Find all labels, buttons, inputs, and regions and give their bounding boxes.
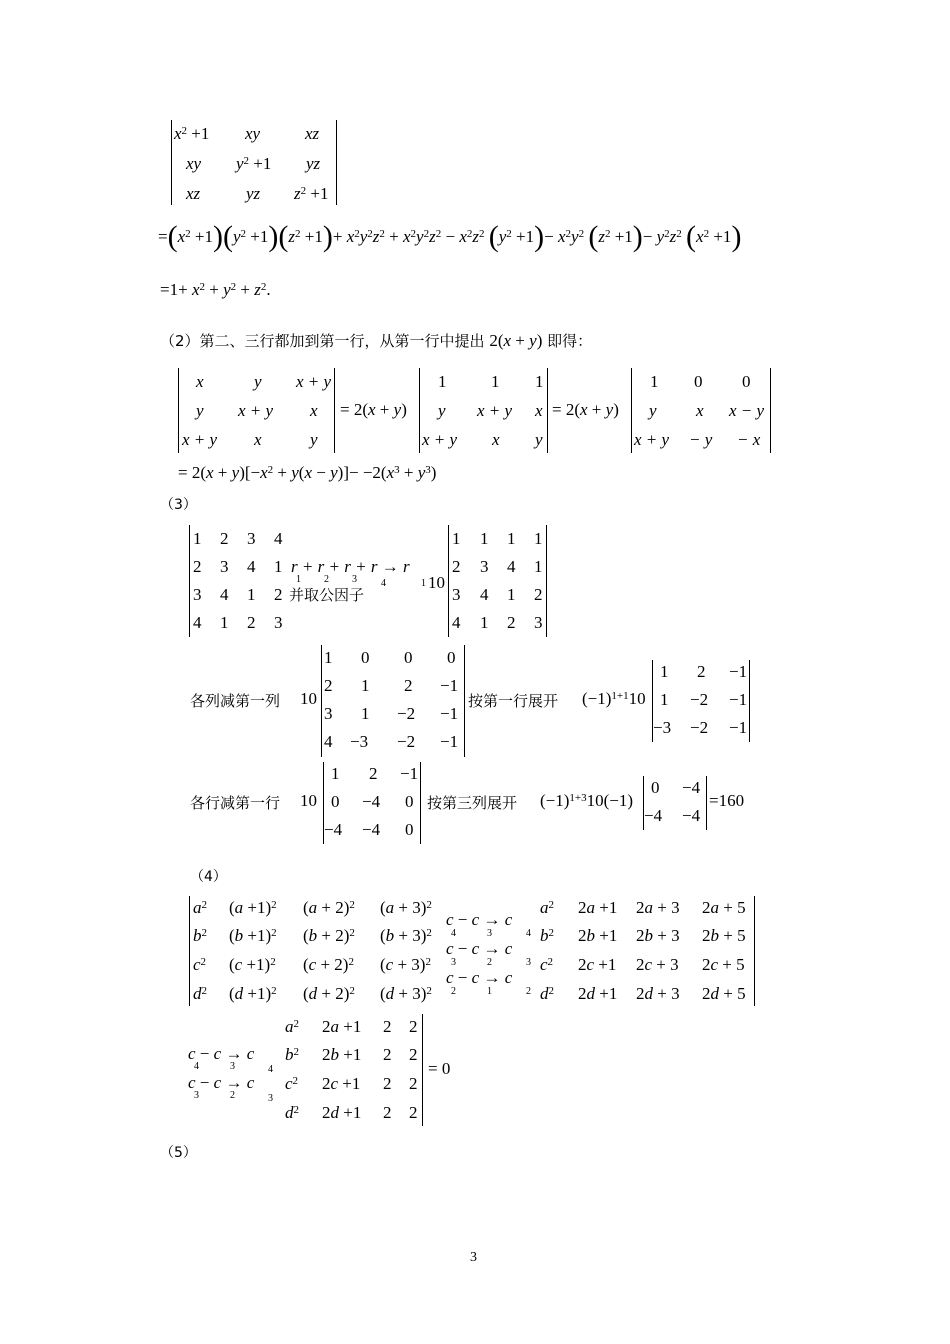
det-cell: 1 [491,372,500,391]
part3-factor-b: 10 [300,689,317,708]
det-cell: 1 [438,372,447,391]
det-cell: 3 [220,557,229,576]
det-cell: 4 [247,557,256,576]
det-cell: y [196,401,204,420]
step2-label: 各列减第一列 [190,692,281,710]
det-cell: $y^2 +1$ [236,154,272,173]
det-cell: 4 [193,613,202,632]
det-cell: 2 [247,613,256,632]
det-cell: yz [306,154,321,173]
step4-label: 各行减第一行 [190,794,281,812]
part3-factor-e: $(-1)^{1+3}10(-1)$ [540,791,634,810]
det-cell: 4 [220,585,229,604]
det-cell: − x [737,430,761,449]
det-cell: x + y [477,401,513,420]
det-cell: $z^2 +1$ [294,184,329,203]
part1-result: $=1+ x^2 + y^2 + z^2$. [160,280,271,299]
det-cell: − y [689,430,713,449]
det-cell: 4 [274,529,283,548]
op-note: 并取公因子 [289,586,365,604]
det-cell: x + y [296,372,332,391]
page-number: 3 [470,1250,477,1265]
det-cell: 3 [193,585,202,604]
det-cell: y [254,372,262,391]
part2-heading: （2）第二、三行都加到第一行，从第一行中提出 2(x + y) 即得： [160,331,593,350]
det-cell: 3 [247,529,256,548]
part2-result: = $2(x + y)[-x^2 + y(x - y)]- -2(x^3 + y^3)$ [178,463,437,482]
det-cell: x [492,430,500,449]
det-cell: x + y [238,401,274,420]
det-cell: x + y [422,430,458,449]
part4-heading: （4） [190,869,227,885]
part3-heading: （3） [160,497,197,513]
det-cell: 1 [193,529,202,548]
det-cell: x + y [634,430,670,449]
det-cell: $x^2 +1$ [174,124,210,143]
det-cell: 0 [694,372,703,391]
det-cell: y [535,430,543,449]
det-cell: 1 [650,372,659,391]
det-cell: 1 [535,372,544,391]
det-cell: x [310,401,318,420]
det-cell: x [196,372,204,391]
det-cell: x [254,430,262,449]
det-cell: 1 [247,585,256,604]
part3-factor-c: $(-1)^{1+1}10$ [582,689,646,708]
det-cell: xz [305,124,320,143]
part2-factor2: = 2(x + y) [552,400,619,419]
det-cell: 1 [220,613,229,632]
part5-heading: （5） [160,1145,197,1161]
step5-label: 按第三列展开 [427,794,518,812]
det-cell: xy [186,154,202,173]
det-cell: y [310,430,318,449]
part3-result: =160 [709,791,745,810]
part2-factor1: = 2(x + y) [340,400,407,419]
det-cell: xy [245,124,261,143]
step3-label: 按第一行展开 [468,692,559,710]
det-cell: 3 [274,613,283,632]
det-cell: 2 [220,529,229,548]
det-cell: 1 [274,557,283,576]
det-cell: x [696,401,704,420]
part3-factor-d: 10 [300,791,317,810]
det-cell: y [649,401,657,420]
part4-result: = 0 [428,1059,451,1078]
part1-expansion: $=(x^2 +1)(y^2 +1)(z^2 +1)+ x^2y^2z^2 + x^2y^2z^2 - x^2z^2$ $(y^2 +1)- x^2y^2$ $(z^2 +1)- y^2z^2$ $(x^2 +1)$ [158,220,742,253]
det-cell: y [438,401,446,420]
det-cell: xz [186,184,201,203]
det-cell: 2 [274,585,283,604]
det-cell: 0 [742,372,751,391]
part3-factor-a: 10 [428,573,445,592]
det-cell: x + y [182,430,218,449]
det-cell: x − y [729,401,765,420]
det-cell: yz [246,184,261,203]
det-cell: x [535,401,543,420]
det-cell: 2 [193,557,202,576]
